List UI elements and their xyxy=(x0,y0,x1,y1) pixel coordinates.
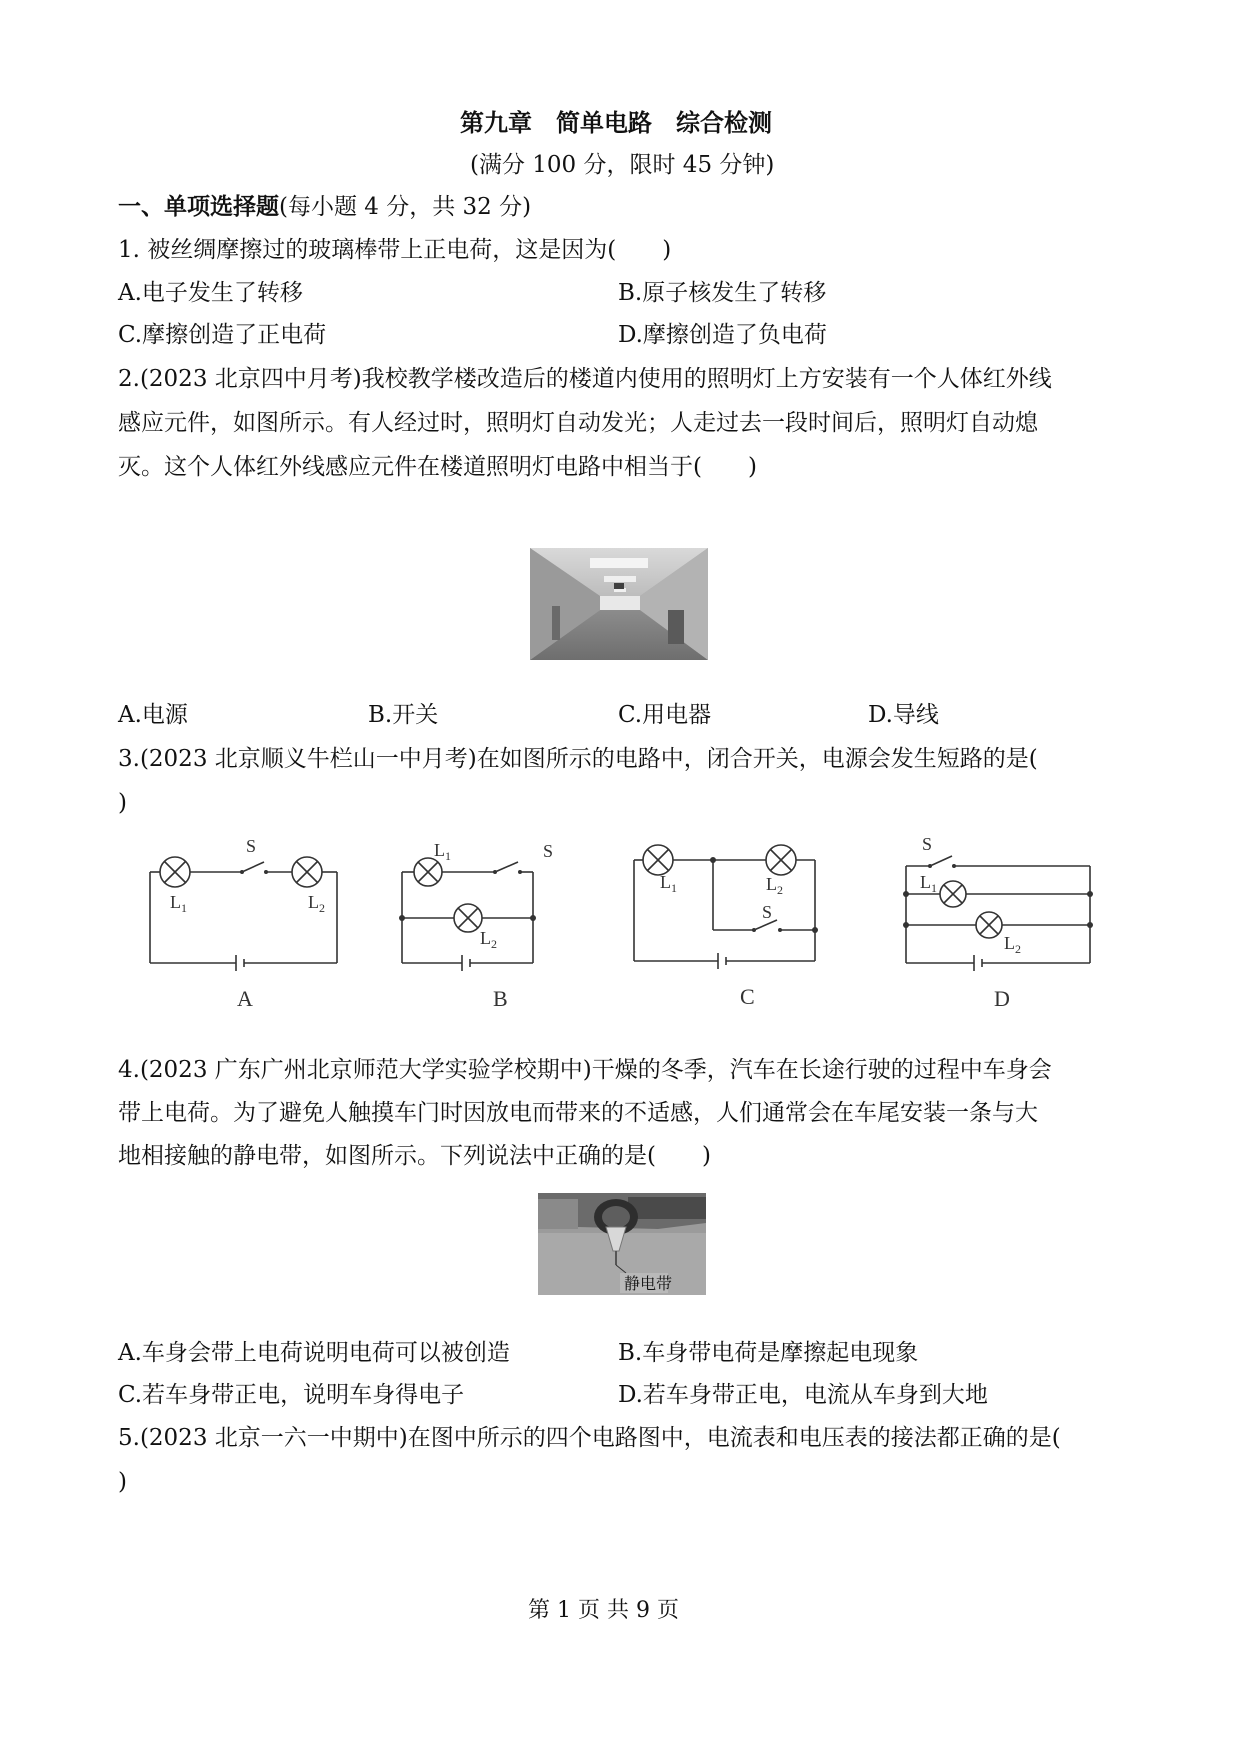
q1-option-b: B.原子核发生了转移 xyxy=(618,280,827,306)
switch-label: S xyxy=(543,841,554,861)
circuit-d xyxy=(906,856,1090,971)
q2-option-c: C.用电器 xyxy=(618,702,712,728)
svg-text:L2 xyxy=(308,892,325,915)
svg-text:L2 xyxy=(766,874,783,897)
question-4-line-3: 地相接触的静电带，如图所示。下列说法中正确的是( ) xyxy=(118,1143,711,1169)
lamp-label: L xyxy=(308,892,319,912)
q1-option-c: C.摩擦创造了正电荷 xyxy=(118,322,327,348)
svg-text:L1 xyxy=(170,892,187,915)
lamp-label: L xyxy=(766,874,777,894)
question-5-line-1: 5.(2023 北京一六一中期中)在图中所示的四个电路图中，电流表和电压表的接法都正确的是( xyxy=(118,1425,1061,1451)
lamp-subscript: 1 xyxy=(931,881,937,895)
svg-text:L1 xyxy=(660,872,677,895)
lamp-label: L xyxy=(920,872,931,892)
lamp-label: L xyxy=(480,928,491,948)
question-5-line-2: ) xyxy=(118,1469,127,1495)
lamp-subscript: 1 xyxy=(445,849,451,863)
q2-option-a: A.电源 xyxy=(118,702,188,728)
lamp-label: L xyxy=(170,892,181,912)
corridor-photo xyxy=(530,548,708,660)
svg-text:L1 xyxy=(434,840,451,863)
q2-option-b: B.开关 xyxy=(368,702,439,728)
circuit-c xyxy=(634,845,815,969)
static-strap-label: 静电带 xyxy=(624,1274,673,1293)
question-2-line-1: 2.(2023 北京四中月考)我校教学楼改造后的楼道内使用的照明灯上方安装有一个人体红外线 xyxy=(118,366,1052,392)
lamp-icon xyxy=(160,857,190,887)
switch-label: S xyxy=(922,834,933,854)
svg-text:L2 xyxy=(1004,933,1021,956)
lamp-subscript: 1 xyxy=(671,881,677,895)
section-heading-label: 一、单项选择题 xyxy=(118,193,279,220)
lamp-icon xyxy=(766,845,796,875)
question-2-line-2: 感应元件，如图所示。有人经过时，照明灯自动发光；人走过去一段时间后，照明灯自动熄 xyxy=(118,410,1038,436)
circuit-caption-d: D xyxy=(994,986,1010,1010)
question-2-line-3: 灭。这个人体红外线感应元件在楼道照明灯电路中相当于( ) xyxy=(118,454,757,480)
lamp-subscript: 2 xyxy=(319,901,325,915)
q4-option-d: D.若车身带正电，电流从车身到大地 xyxy=(618,1382,988,1408)
circuit-a xyxy=(150,857,337,971)
lamp-subscript: 2 xyxy=(777,883,783,897)
section-heading-note: (每小题 4 分，共 32 分) xyxy=(279,194,532,220)
static-strap-photo xyxy=(538,1193,706,1295)
question-4-line-1: 4.(2023 广东广州北京师范大学实验学校期中)干燥的冬季，汽车在长途行驶的过程中车身会 xyxy=(118,1057,1052,1083)
section-heading xyxy=(118,192,531,222)
lamp-label: L xyxy=(434,840,445,860)
q1-option-a: A.电子发生了转移 xyxy=(118,280,303,306)
lamp-icon xyxy=(940,881,966,907)
lamp-label: L xyxy=(1004,933,1015,953)
lamp-icon xyxy=(976,912,1002,938)
lamp-subscript: 2 xyxy=(491,937,497,951)
page-subtitle: (满分 100 分，限时 45 分钟) xyxy=(470,152,775,178)
question-3-line-2: ) xyxy=(118,790,127,816)
q4-option-c: C.若车身带正电，说明车身得电子 xyxy=(118,1382,465,1408)
circuit-b xyxy=(402,858,533,971)
q2-option-d: D.导线 xyxy=(868,702,939,728)
circuit-caption-b: B xyxy=(493,986,508,1010)
q4-option-a: A.车身会带上电荷说明电荷可以被创造 xyxy=(118,1340,510,1366)
circuit-caption-c: C xyxy=(740,984,755,1009)
lamp-icon xyxy=(292,857,322,887)
q1-option-d: D.摩擦创造了负电荷 xyxy=(618,322,827,348)
lamp-icon xyxy=(643,845,673,875)
lamp-label: L xyxy=(660,872,671,892)
lamp-subscript: 1 xyxy=(181,901,187,915)
svg-text:L1 xyxy=(920,872,937,895)
switch-label: S xyxy=(246,836,257,856)
question-3-line-1: 3.(2023 北京顺义牛栏山一中月考)在如图所示的电路中，闭合开关，电源会发生短路的是( xyxy=(118,746,1038,772)
circuit-diagrams xyxy=(140,830,1100,1010)
question-4-line-2: 带上电荷。为了避免人触摸车门时因放电而带来的不适感，人们通常会在车尾安装一条与大 xyxy=(118,1100,1038,1126)
switch-label: S xyxy=(762,902,773,922)
page-title: 第九章 简单电路 综合检测 xyxy=(460,108,772,137)
circuit-caption-a: A xyxy=(237,986,253,1010)
lamp-subscript: 2 xyxy=(1015,942,1021,956)
q4-option-b: B.车身带电荷是摩擦起电现象 xyxy=(618,1340,919,1366)
svg-text:L2 xyxy=(480,928,497,951)
page-number: 第 1 页 共 9 页 xyxy=(528,1598,679,1623)
lamp-icon xyxy=(414,858,442,886)
lamp-icon xyxy=(454,904,482,932)
question-1-stem: 1. 被丝绸摩擦过的玻璃棒带上正电荷，这是因为( ) xyxy=(118,237,672,263)
